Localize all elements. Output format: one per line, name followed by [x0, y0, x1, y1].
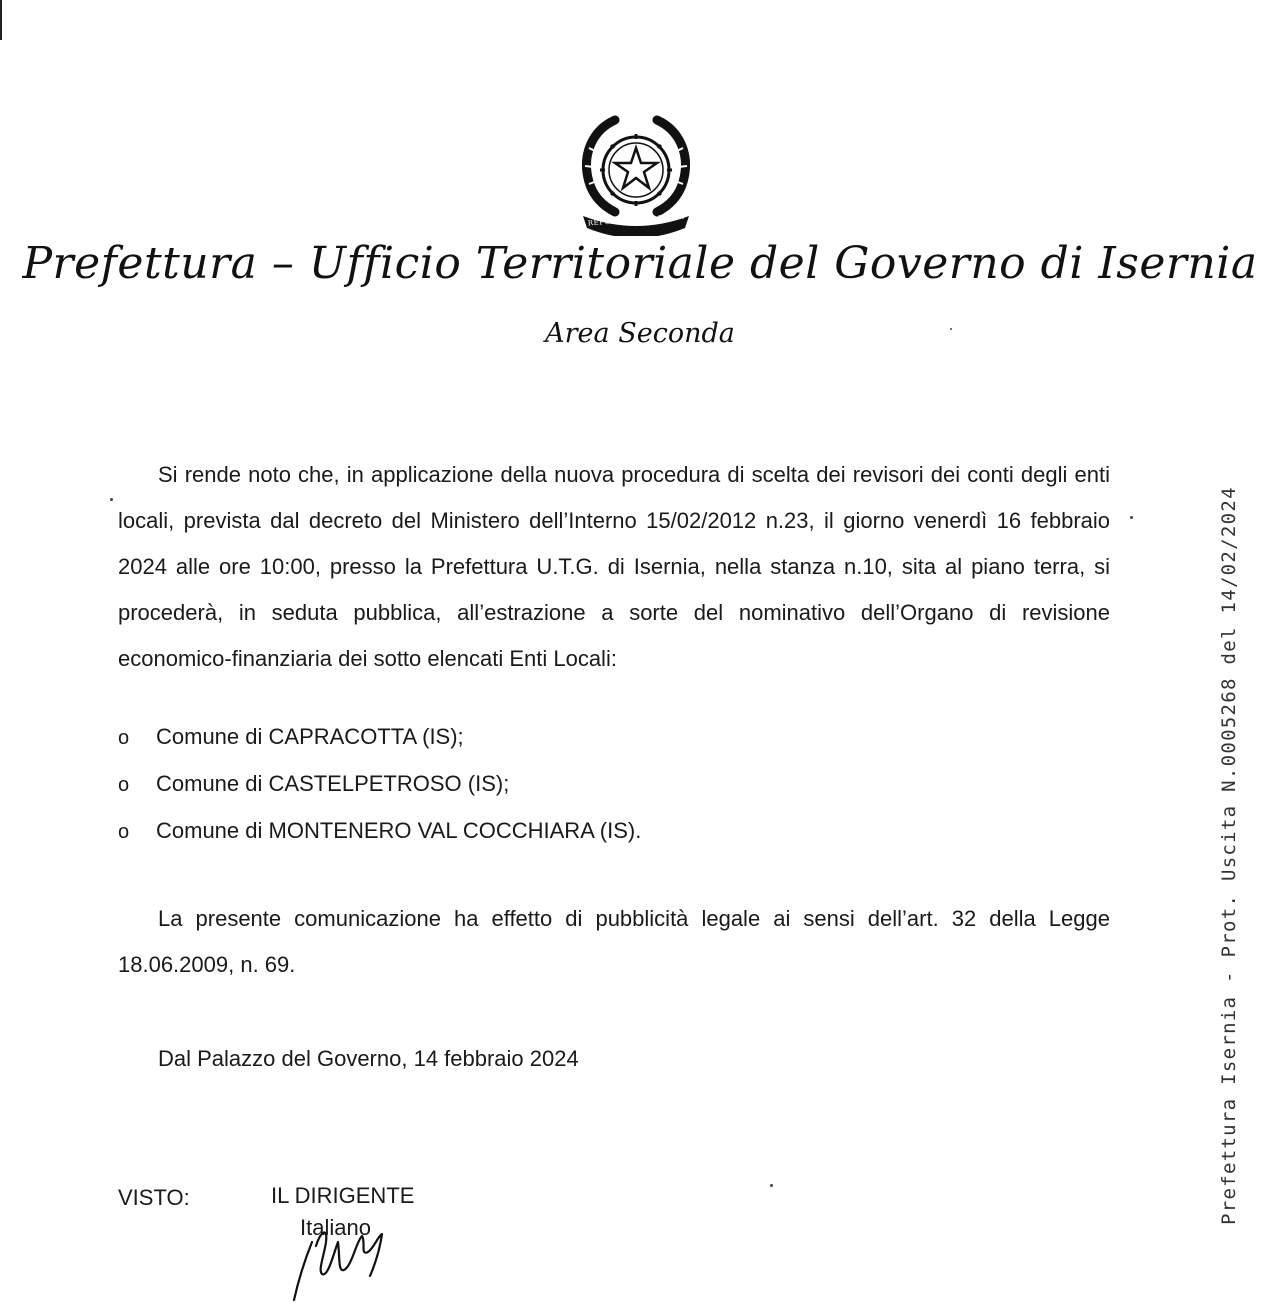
- handwritten-signature: [282, 1212, 402, 1302]
- legal-notice-paragraph: La presente comunicazione ha effetto di pubblicità legale ai sensi dell’art. 32 della Legge 18.06.2009, n. 69.: [118, 906, 1110, 977]
- list-item-text: Comune di CAPRACOTTA (IS);: [156, 724, 464, 749]
- notice-paragraph: Si rende noto che, in applicazione della nuova procedura di scelta dei revisori dei conti degli enti locali, prevista dal decreto del Ministero dell’Interno 15/02/2012 n.23, il giorno venerdì 16 febbraio 2024 alle ore 10:00, presso la Prefettura U.T.G. di Isernia, nella stanza n.10, sita al piano terra, si procederà, in seduta pubblica, all’estrazione a sorte del nominativo dell’Organo di revisione economico-finanziaria dei sotto elencati Enti Locali:: [118, 462, 1110, 671]
- scan-speck: [770, 1184, 773, 1187]
- office-title: Prefettura – Ufficio Territoriale del Governo di Isernia: [22, 238, 1258, 289]
- signer-title: IL DIRIGENTE: [271, 1183, 415, 1208]
- scan-speck: [950, 328, 952, 330]
- list-item: [118, 761, 641, 808]
- list-item-text: Comune di CASTELPETROSO (IS);: [156, 771, 510, 796]
- list-item: [118, 808, 641, 855]
- list-item: [118, 714, 641, 761]
- scan-speck: [110, 498, 113, 501]
- place-date: Dal Palazzo del Governo, 14 febbraio 2024: [158, 1046, 579, 1071]
- scan-edge-mark: [0, 0, 2, 40]
- bullet-icon: o: [118, 774, 130, 796]
- visto-label: VISTO:: [118, 1185, 190, 1210]
- bullet-icon: o: [118, 727, 130, 749]
- protocol-stamp: Prefettura Isernia - Prot. Uscita N.0005268 del 14/02/2024: [1218, 486, 1240, 1225]
- office-subtitle: Area Seconda: [545, 318, 735, 349]
- signer-name: Italiano: [300, 1215, 371, 1240]
- municipality-list: [118, 714, 641, 855]
- emblem-ribbon-text: REPUBBLICA ITALIANA: [587, 212, 685, 228]
- bullet-icon: o: [118, 821, 130, 843]
- list-item-text: Comune di MONTENERO VAL COCCHIARA (IS).: [156, 818, 642, 843]
- scan-speck: [1130, 516, 1133, 519]
